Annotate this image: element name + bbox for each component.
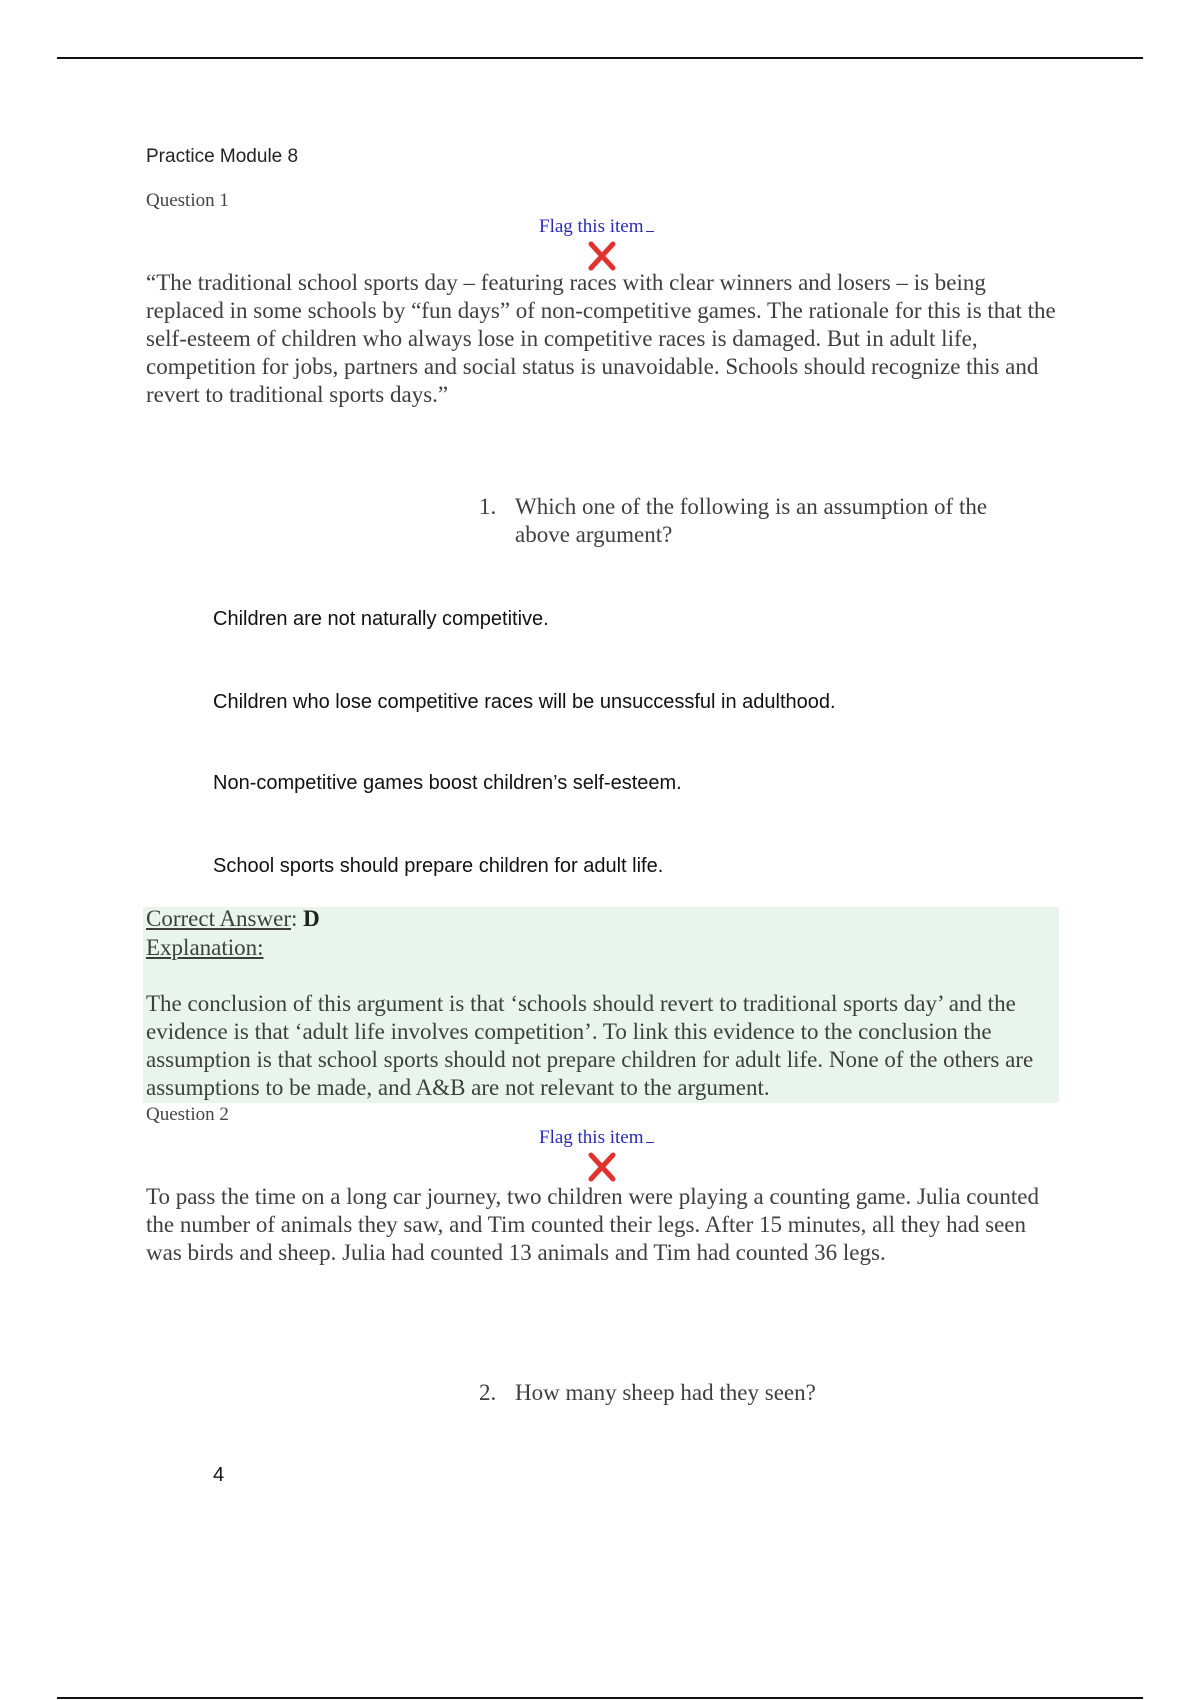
correct-answer-label: Correct Answer xyxy=(146,906,291,931)
document-title: Practice Module 8 xyxy=(146,146,299,167)
flag-item-link-q2[interactable] xyxy=(539,1127,654,1149)
answer-option-b[interactable]: Children who lose competitive races will be unsuccessful in adulthood. xyxy=(213,691,836,713)
question-1-label: Question 1 xyxy=(146,190,229,211)
correct-answer-line: Correct Answer: D xyxy=(146,906,320,931)
question-1-prompt xyxy=(479,493,1035,549)
question-1-number: 1. xyxy=(479,494,497,519)
explanation-label: Explanation: xyxy=(146,935,264,960)
explanation-line xyxy=(146,934,264,962)
question-1-text: Which one of the following is an assumption of the above argument? xyxy=(515,494,988,547)
explanation-text: The conclusion of this argument is that ‘schools should revert to traditional sports day’ and the evidence is that ‘adult life involves competition’. To link this evidence to the conclusion the assumption is that school sports should not prepare children for adult life. None of the others are assumptions to be made, and A&B are not relevant to the argument. xyxy=(146,991,1034,1100)
answer-option-c[interactable]: Non-competitive games boost children’s self-esteem. xyxy=(213,772,682,794)
question-2-label: Question 2 xyxy=(146,1104,229,1125)
x-mark-icon xyxy=(586,240,618,272)
question-2-prompt xyxy=(479,1379,1035,1407)
answer-option-d[interactable]: School sports should prepare children for adult life. xyxy=(213,855,664,877)
question-2-passage: To pass the time on a long car journey, two children were playing a counting game. Julia counted the number of animals they saw, and Tim counted their legs. After 15 minutes, all they had seen was birds and sheep. Julia had counted 13 animals and Tim had counted 36 legs. xyxy=(146,1184,1040,1265)
answer-option-a[interactable]: Children are not naturally competitive. xyxy=(213,608,549,630)
flag-item-link-q1[interactable] xyxy=(539,216,654,238)
top-rule xyxy=(57,57,1143,59)
question-2-text: How many sheep had they seen? xyxy=(515,1380,816,1405)
flag-item-label: Flag this item xyxy=(539,216,644,237)
answer-option-q2[interactable]: 4 xyxy=(213,1464,225,1486)
correct-answer-value: D xyxy=(303,906,320,931)
flag-item-label: Flag this item xyxy=(539,1127,644,1148)
question-2-number: 2. xyxy=(479,1380,497,1405)
bottom-rule xyxy=(57,1697,1143,1699)
question-1-passage: “The traditional school sports day – featuring races with clear winners and losers – is being replaced in some schools by “fun days” of non-competitive games. The rationale for this is that the self-esteem of children who always lose in competitive races is damaged. But in adult life, competition for jobs, partners and social status is unavoidable. Schools should recognize this and revert to traditional sports days.” xyxy=(146,270,1056,407)
x-mark-icon xyxy=(586,1151,618,1183)
